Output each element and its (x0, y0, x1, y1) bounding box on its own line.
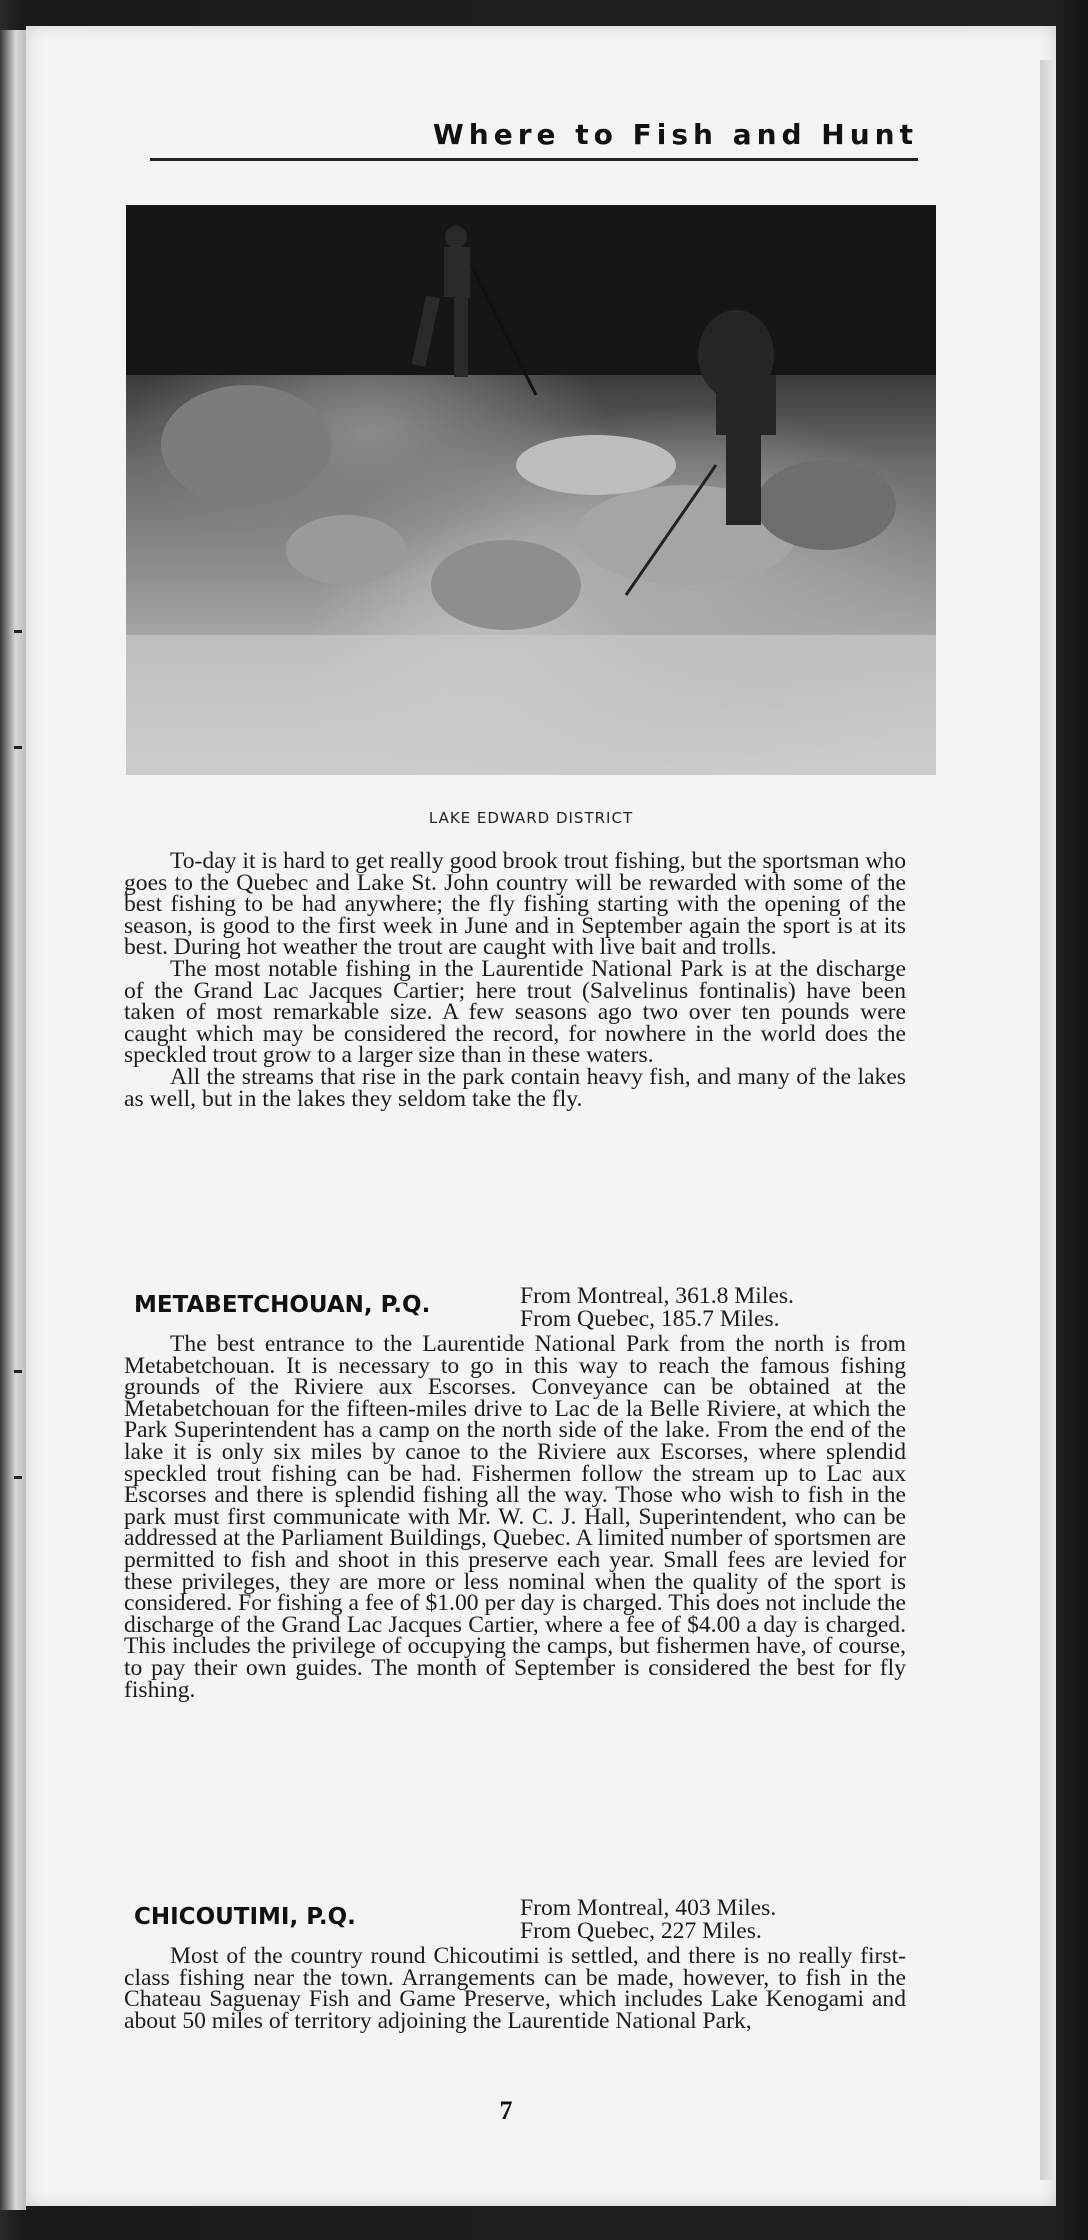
photo-caption: LAKE EDWARD DISTRICT (428, 809, 634, 827)
forest-background (126, 205, 936, 375)
paragraph: To-day it is hard to get really good brook trout fishing, but the sportsman who goes to the Quebec and Lake St. John country will be rewarded with some of the best fishing to be had anywhere; the fly fishing starting with the opening of the season, is good to the first week in June and in September again the sport is at its best. During hot weather the trout are caught with live bait and trolls. (124, 848, 906, 961)
boulder (286, 515, 406, 585)
boulder (516, 435, 676, 495)
distance-from-montreal: From Montreal, 403 Miles. (520, 1895, 777, 1921)
distance-from-montreal: From Montreal, 361.8 Miles. (520, 1283, 794, 1309)
binding-stitch-mark (14, 630, 22, 633)
boulder (161, 385, 331, 505)
section-heading-metabetchouan: METABETCHOUAN, P.Q. (134, 1292, 431, 1318)
page-number: 7 (499, 2096, 513, 2125)
paragraph: The best entrance to the Laurentide National Park from the north is from Metabetchouan. It is necessary to go in this way to reach the famous fishing grounds of the Riviere aux Escorses. Conveyance can be obtained at the Metabetchouan for the fifteen-miles drive to Lac de la Belle Riviere, at which the Park Superintendent has a camp on the north side of the lake. From the end of the lake it is only six miles by canoe to the Riviere aux Escorses, where splendid speckled trout fishing can be had. Fishermen follow the stream up to Lac aux Escorses and there is splendid fishing all the way. Those who wish to fish in the park must first communicate with Mr. W. C. J. Hall, Superintendent, who can be addressed at the Parliament Buildings, Quebec. A limited number of sportsmen are permitted to fish and shoot in this preserve each year. Small fees are levied for these privileges, they are more or less nominal when the quality of the sport is considered. For fishing a fee of $1.00 per day is charged. This does not include the discharge of the Grand Lac Jacques Cartier, where a fee of $4.00 a day is charged. This includes the privilege of occupying the camps, but fishermen have, of course, to pay their own guides. The month of September is considered the best for fly fishing. (124, 1331, 906, 1703)
running-head: Where to Fish and Hunt (432, 118, 918, 151)
section-text-metabetchouan (124, 1331, 906, 1703)
boulder (431, 540, 581, 630)
photograph-illustration (126, 205, 936, 775)
paragraph: Most of the country round Chicoutimi is settled, and there is no really first-class fishing near the town. Arrangements can be made, however, to fish in the Chateau Saguenay Fish and Game Preserve, which includes Lake Kenogami and about 50 miles of territory adjoining the Laurentide National Park, (124, 1943, 906, 2034)
section-text-chicoutimi (124, 1943, 906, 2034)
book-binding-edge (0, 30, 26, 2210)
binding-stitch-mark (14, 1476, 22, 1479)
fishing-photograph (126, 205, 936, 775)
paragraph: The most notable fishing in the Laurentide National Park is at the discharge of the Grand Lac Jacques Cartier; here trout (Salvelinus fontinalis) have been taken of most remarkable size. A few seasons ago two over ten pounds were caught which may be considered the record, for nowhere in the world does the speckled trout grow to a larger size than in these waters. (124, 955, 906, 1069)
binding-stitch-mark (14, 1370, 22, 1373)
distance-from-quebec: From Quebec, 227 Miles. (520, 1918, 762, 1944)
distances-chicoutimi (520, 1897, 776, 1943)
page-right-edge (1040, 60, 1056, 2180)
intro-text (124, 848, 906, 1112)
section-heading-chicoutimi: CHICOUTIMI, P.Q. (134, 1904, 356, 1930)
distance-from-quebec: From Quebec, 185.7 Miles. (520, 1306, 780, 1332)
running-head-rule (150, 158, 918, 161)
distances-metabetchouan (520, 1285, 794, 1331)
paragraph: All the streams that rise in the park contain heavy fish, and many of the lakes as well, but in the lakes they seldom take the fly. (124, 1063, 906, 1112)
stream-water (126, 635, 936, 775)
boulder (756, 460, 896, 550)
binding-stitch-mark (14, 746, 22, 749)
